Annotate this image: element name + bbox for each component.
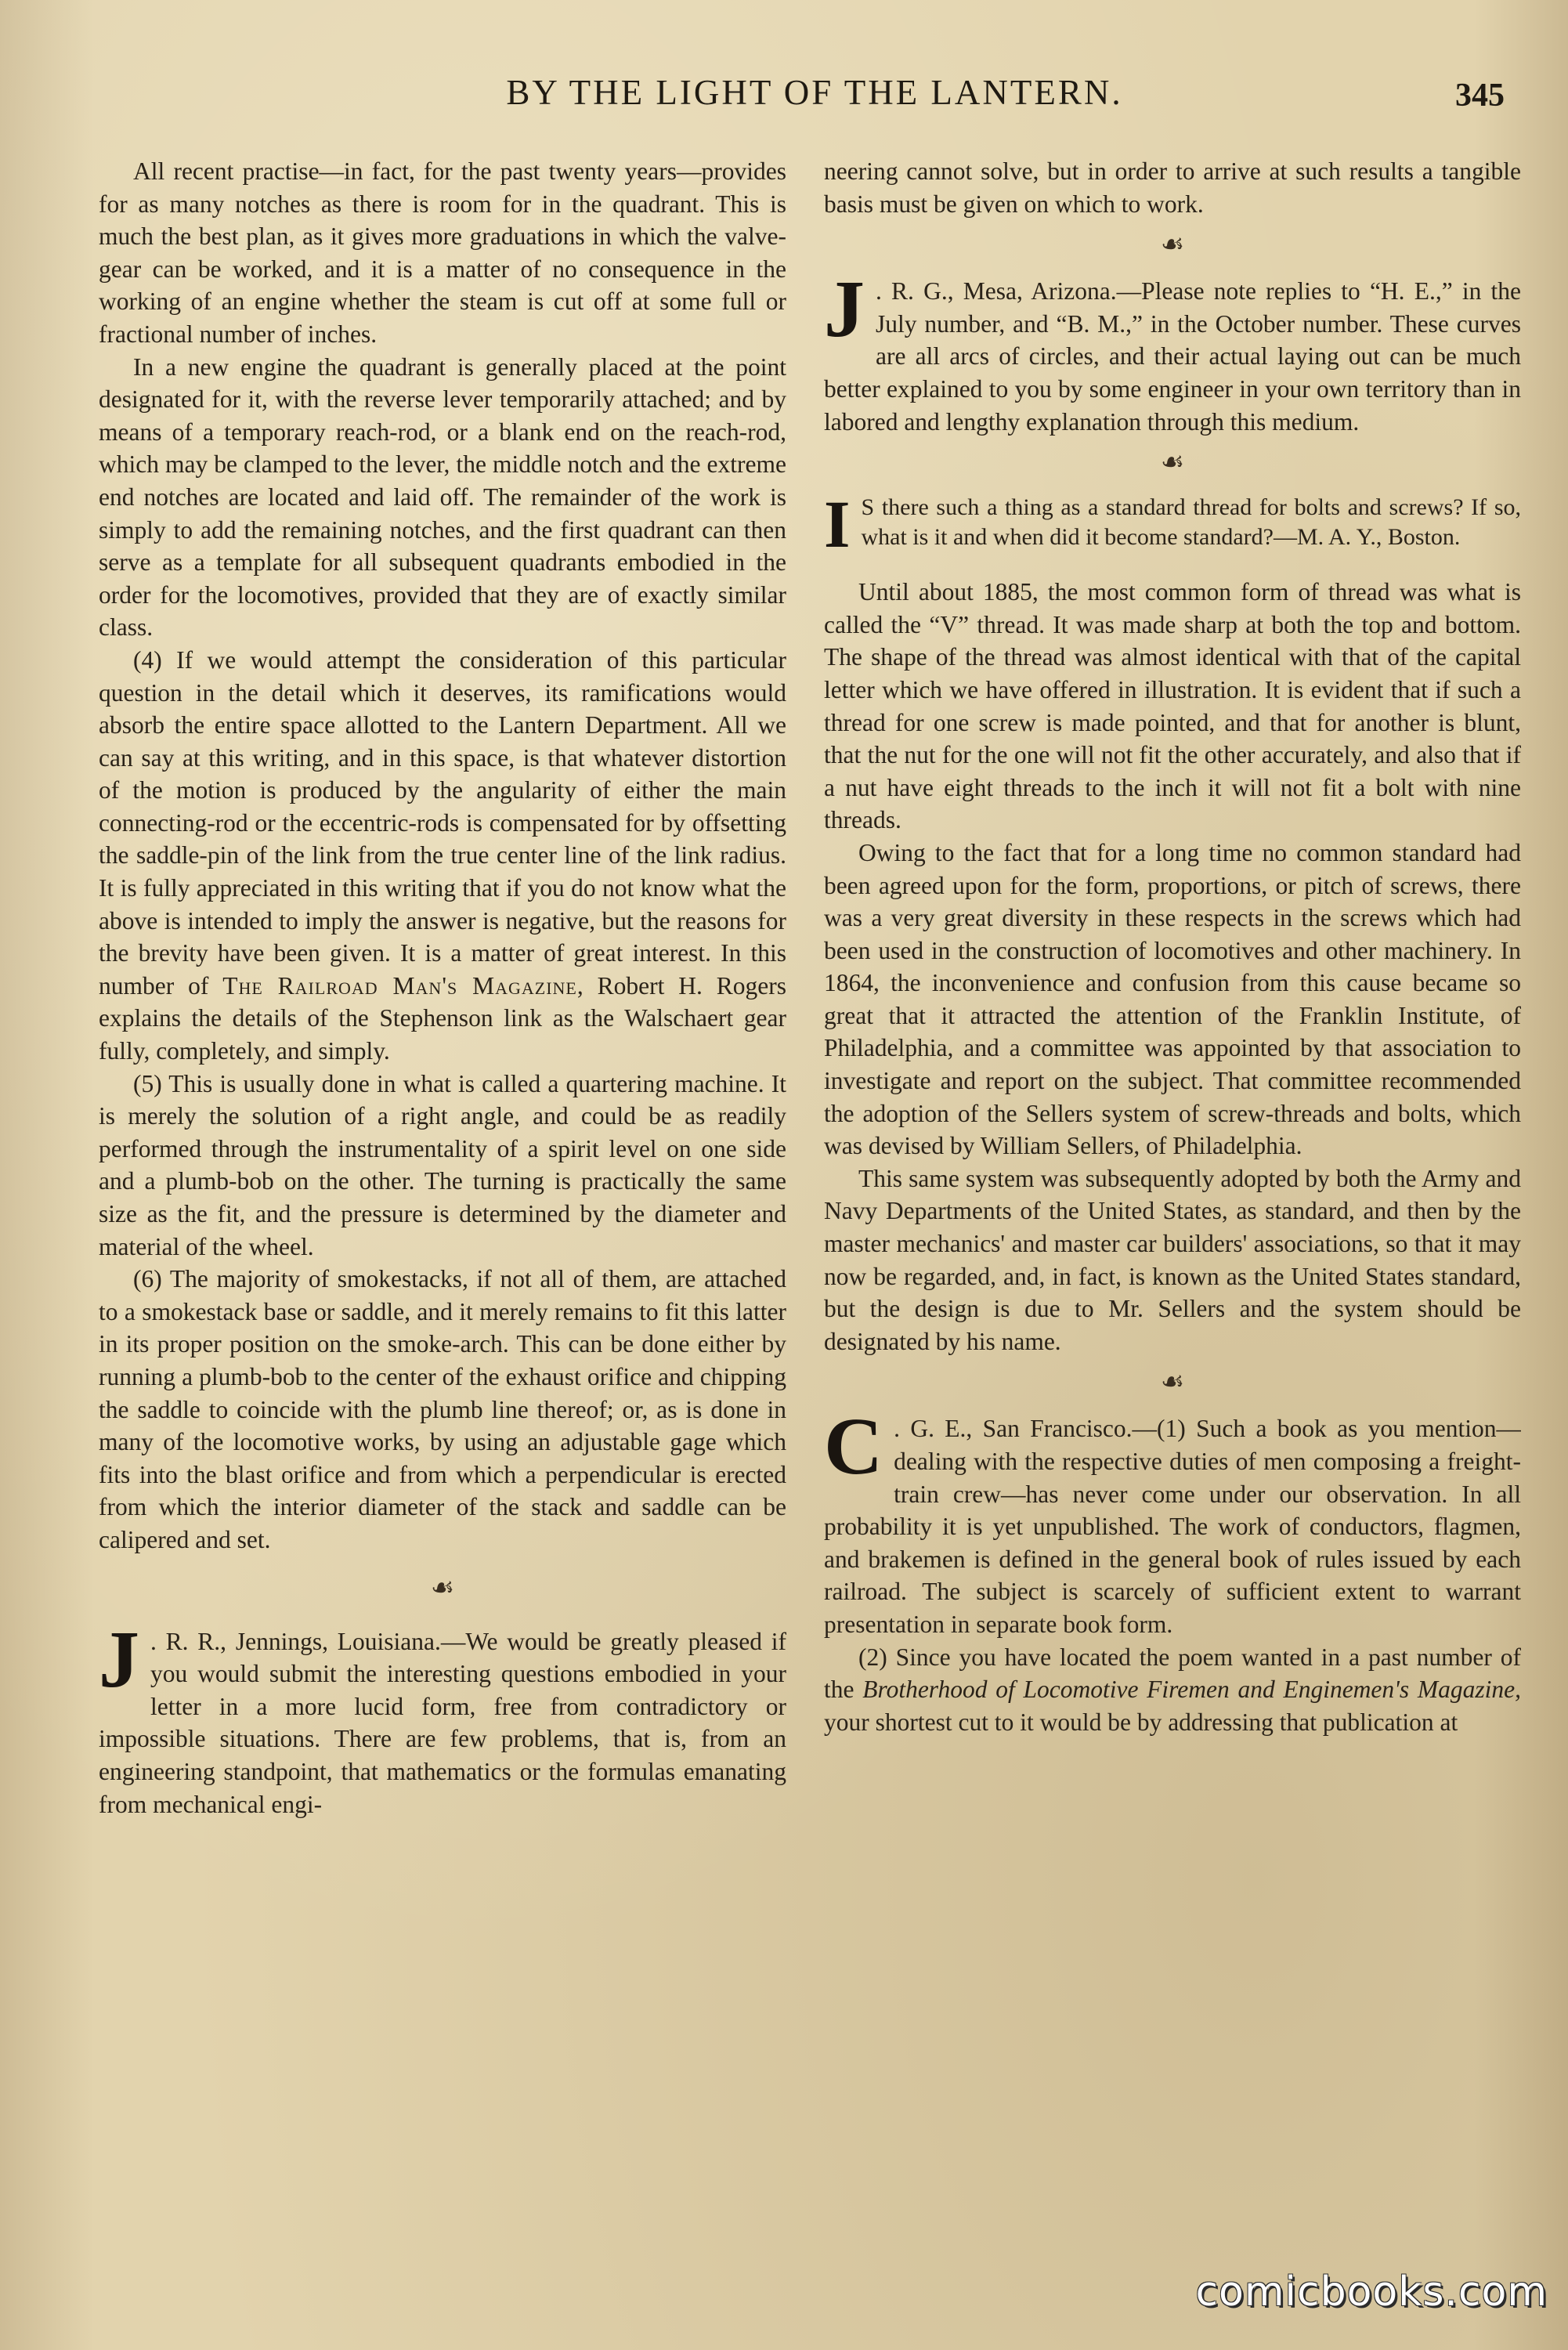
poem-text: (2) Since you have located the poem wanted in a past number of the (824, 1643, 1521, 1704)
question-text: S there such a thing as a standard thread for bolts and screws? If so, what is it and when did it become standard?—M. A. Y., Boston. (861, 494, 1521, 551)
answer-4-text: (4) If we would attempt the consideration of this particular question in the detail which it deserves, its ramifications would absorb the entire space allotted to the Lantern Department. All we can say at this writing, and in this space, is that whatever distortion of the motion is produced by the angularity of either the main connecting-rod or the eccentric-rods is compensated for by offsetting the saddle-pin of the link from the true center line of the link radius. It is fully appreciated in this writing that if you do not know what the above is intended to imply the answer is negative, but the reasons for the brevity have been given. It is a matter of great interest. In this number of (99, 645, 786, 1000)
right-column (824, 155, 1521, 2270)
letter-jrr-text: . R. R., Jennings, Louisiana.—We would be greatly pleased if you would submit the interesting questions embodied in your letter in a more lucid form, free from contradictory or impossible situations. There are few problems, that is, from an engineering standpoint, that mathematics or the formulas emanating from mechanical engi- (99, 1627, 786, 1818)
spacer (824, 552, 1521, 576)
letter-cge (824, 1401, 1521, 1640)
paragraph-answer-4 (99, 644, 786, 1068)
magazine-title: Brotherhood of Locomotive Firemen and Enginemen's Magazine, (862, 1676, 1521, 1704)
watermark: comicbooks.com (1195, 2269, 1548, 2316)
paragraph-answer-5: (5) This is usually done in what is called a quartering machine. It is merely the solution of a right angle, and could be as readily performed through the instrumentality of a spirit level on one side and a plumb-bob on the other. The turning is practically the same size as the fit, and the pressure is determined by the diameter and material of the wheel. (99, 1069, 786, 1260)
letter-jrg-text: . R. G., Mesa, Arizona.—Please note replies to “H. E.,” in the July number, and “B. M.,” in the October number. These curves are all arcs of circles, and their actual laying out can be much better explained to you by some engineer in your own territory than in labored and lengthy explanation through this medium. (824, 277, 1521, 436)
ornament-divider: ☙ (1160, 1368, 1185, 1397)
left-column (99, 155, 786, 2270)
drop-cap: C (824, 1401, 883, 1492)
paragraph-us-standard: This same system was subsequently adopted by both the Army and Navy Departments of the United States, as standard, and then by the master mechanics' and master car builders' associations, so that it may now be regarded, and, in fact, is known as the United States standard, but the design is due to Mr. Sellers and the system should be designated by his name. (824, 1164, 1521, 1355)
paragraph-answer-6: (6) The majority of smokestacks, if not all of them, are attached to a smokestack base or saddle, and it merely remains to fit this latter in its proper position on the smoke-arch. This can be done either by running a plumb-bob to the center of the exhaust orifice and chipping the saddle to coincide with the plumb line thereof; or, as is done in many of the locomotive works, by using an adjustable gage which fits into the blast orifice and from which a perpendicular is erected from which the interior diameter of the stack and saddle can be calipered and set. (99, 1265, 786, 1553)
paragraph-v-thread: Until about 1885, the most common form of thread was what is called the “V” thread. It was made sharp at both the top and bottom. The shape of the thread was almost identical with that of the capital letter which we have offered in illustration. It is evident that if such a thread for one screw is made pointed, and that for another is blunt, that the nut for the one will not fit the other accurately, and also that if a nut have eight threads to the inch it will not fit a bolt with nine threads. (824, 578, 1521, 834)
page-number: 345 (1455, 78, 1505, 114)
paragraph-quadrant: In a new engine the quadrant is generally placed at the point designated for it, with the reverse lever temporarily attached; and by means of a temporary reach-rod, or a blank end on the reach-rod, which may be clamped to the lever, the middle notch and the extreme end notches are located and laid off. The remainder of the work is simply to add the remaining notches, and the first quadrant can then serve as a template for all subsequent quadrants embodied in the order for the locomotives, provided that they are of exactly similar class. (99, 352, 786, 642)
magazine-title: The Railroad Man's Magazine (222, 971, 577, 1000)
drop-cap: I (824, 486, 851, 562)
paragraph-continued: neering cannot solve, but in order to arrive at such results a tangible basis must be given on which to work. (824, 157, 1521, 218)
running-head: BY THE LIGHT OF THE LANTERN. (506, 73, 1123, 112)
ornament-divider: ☙ (1160, 448, 1185, 478)
poem-text-end: your shortest cut to it would be by addressing that publication at (824, 1708, 1458, 1736)
ornament-divider: ☙ (430, 1573, 455, 1603)
answer-4-text-end: , Robert H. Rogers explains the details of the Stephenson link as the Walschaert gear fully, completely, and simply. (99, 971, 786, 1065)
letter-jrr (99, 1614, 786, 1821)
question-standard-thread (824, 486, 1521, 562)
paragraph-poem (824, 1641, 1521, 1739)
paragraph-sellers-system: Owing to the fact that for a long time no common standard had been agreed upon for the form, proportions, or pitch of screws, there was a very great diversity in these respects in the screws which had been used in the construction of locomotives and other machinery. In 1864, the inconvenience and confusion from this cause became so great that it attracted the attention of the Franklin Institute, of Philadelphia, and a committee was appointed by that association to investigate and report on the subject. That committee recommended the adoption of the Sellers system of screw-threads and bolts, which was devised by William Sellers, of Philadelphia. (824, 838, 1521, 1160)
page-header (0, 72, 1568, 127)
ornament-divider: ☙ (1160, 230, 1185, 260)
paragraph-notches: All recent practise—in fact, for the past twenty years—provides for as many notches as there is room for in the quadrant. This is much the best plan, as it gives more graduations in which the valve-gear can be worked, and it is a matter of no consequence in the working of an engine whether the steam is cut off at some full or fractional number of inches. (99, 157, 786, 348)
drop-cap: J (824, 264, 865, 355)
drop-cap: J (99, 1614, 139, 1705)
letter-jrg (824, 264, 1521, 438)
letter-cge-text: . G. E., San Francisco.—(1) Such a book as you mention—dealing with the respective duties of men composing a freight-train crew—has never come under our observation. In all probability it is yet unpublished. The work of conductors, flagmen, and brakemen is defined in the general book of rules issued by each railroad. The subject is scarcely of sufficient extent to warrant presentation in separate book form. (824, 1415, 1521, 1638)
